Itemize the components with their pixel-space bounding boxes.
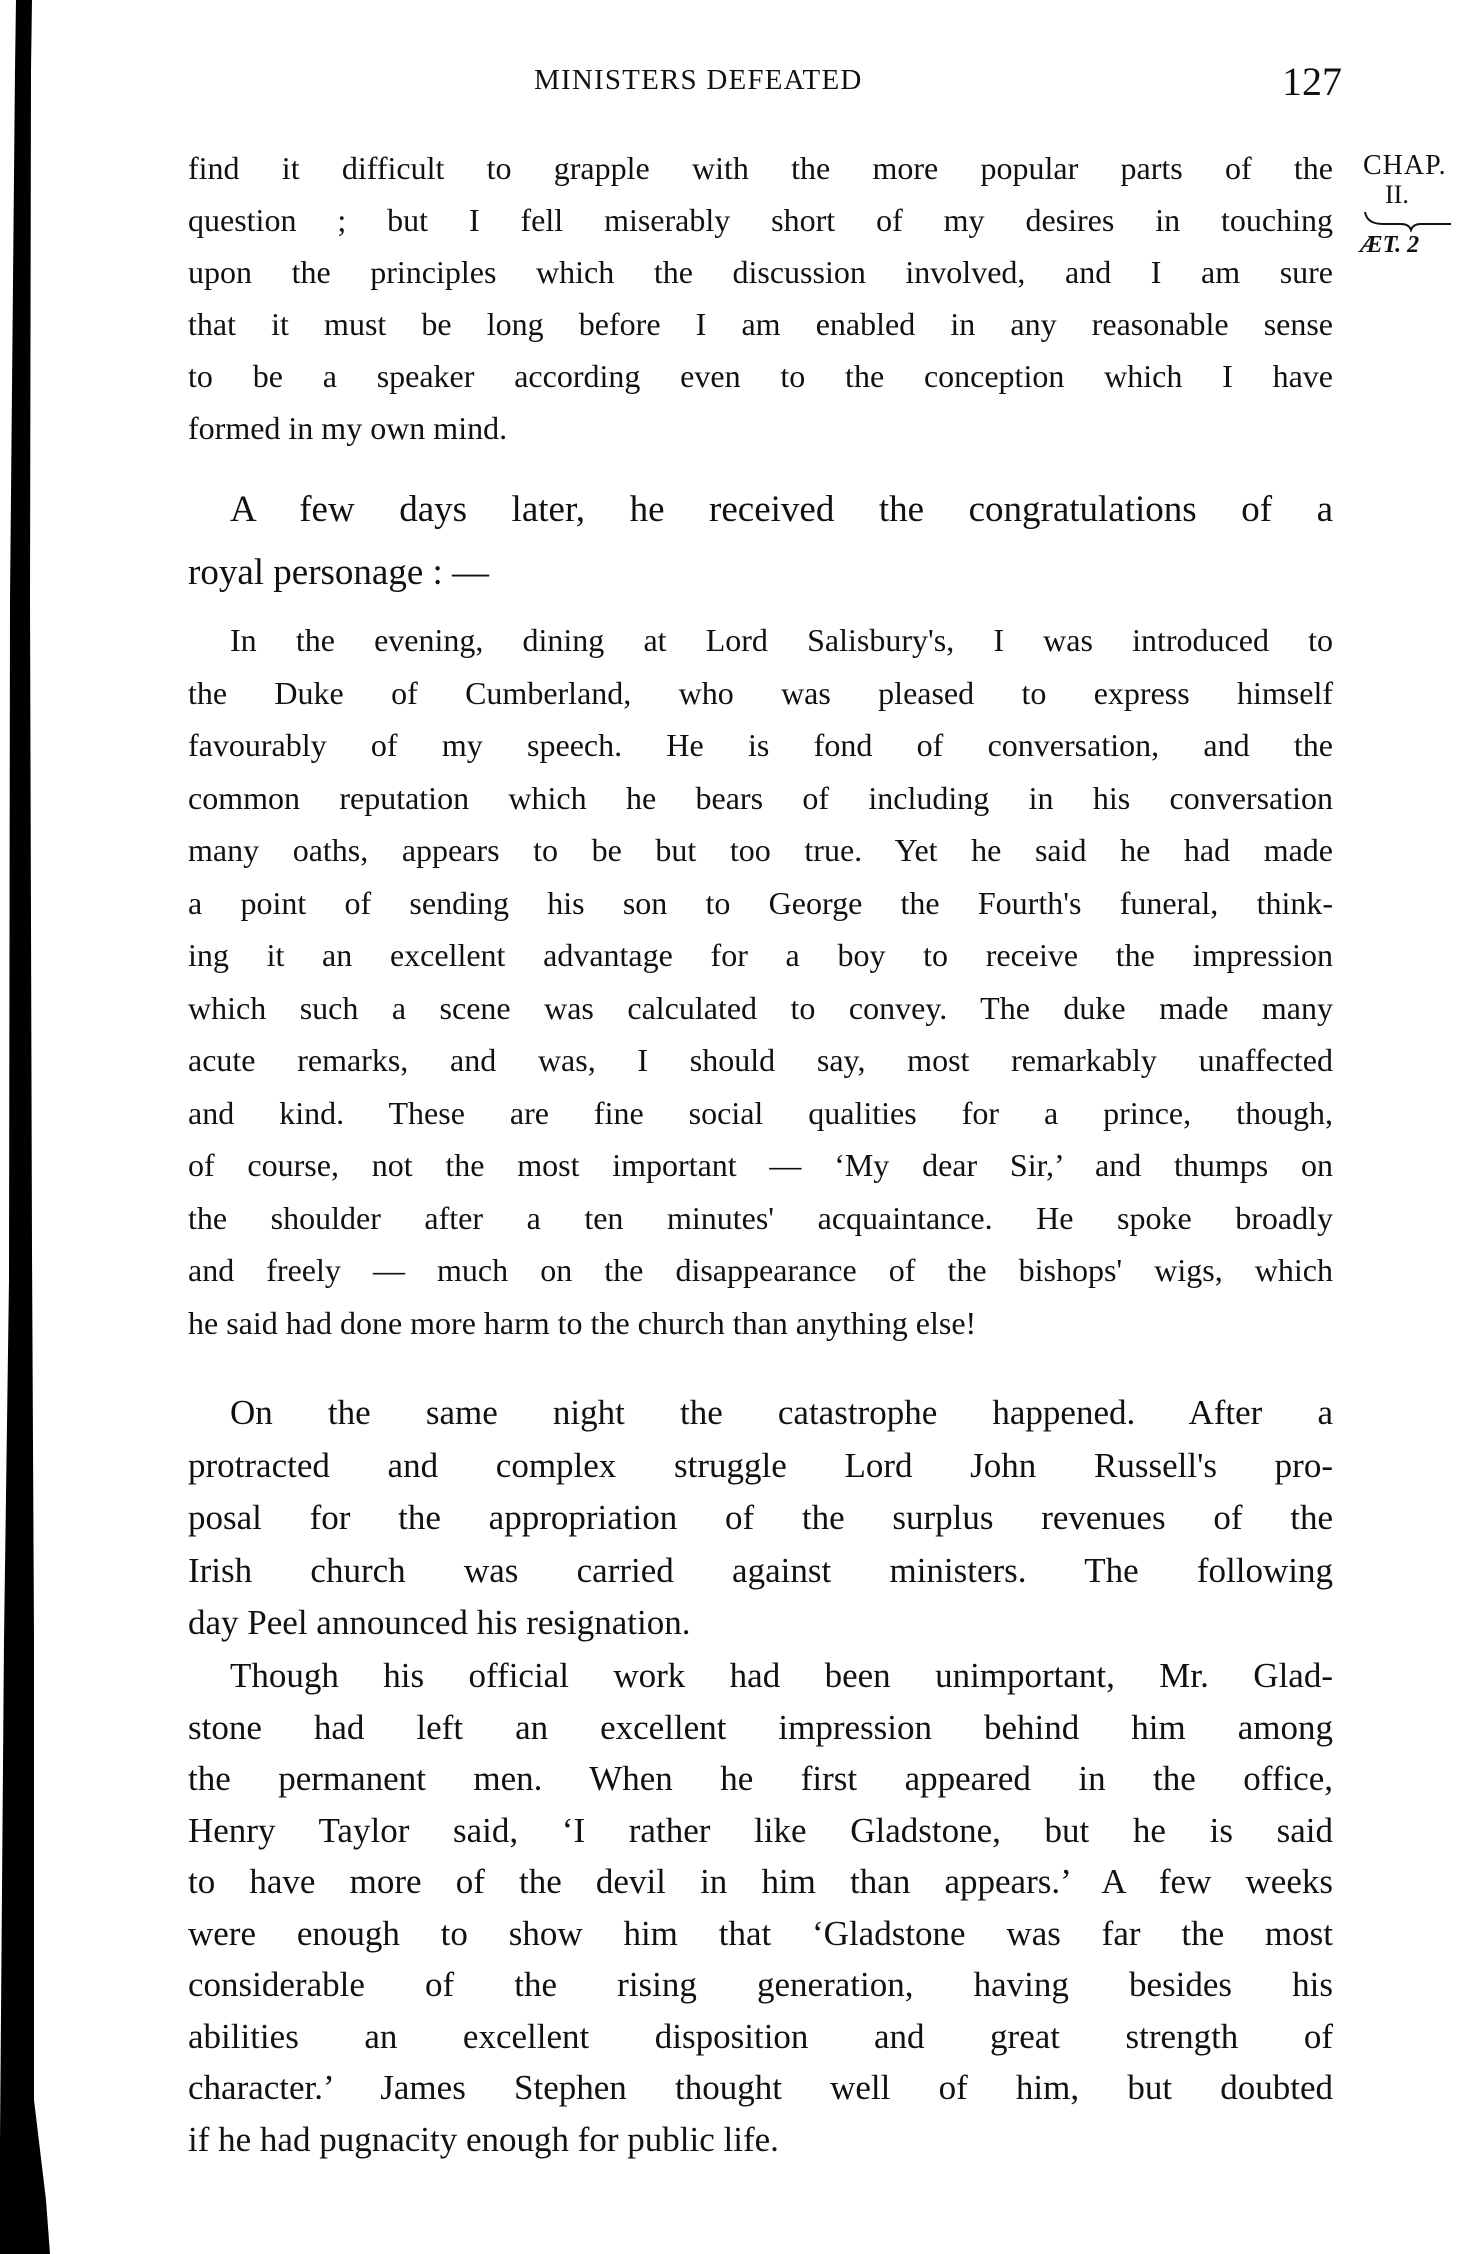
text-line: considerable of the rising generation, having besides his (188, 1965, 1333, 2004)
running-head: MINISTERS DEFEATED (534, 64, 863, 96)
text-line: were enough to show him that ‘Gladstone was far the most (188, 1913, 1333, 1953)
text-line: the Duke of Cumberland, who was pleased to express himself (188, 674, 1333, 711)
text-line: stone had left an excellent impression behind him among (188, 1707, 1333, 1747)
paragraph-gladstone-impression (188, 1650, 1333, 2165)
text-line: In the evening, dining at Lord Salisbury's, I was introduced to (230, 622, 1333, 658)
text-line: character.’ James Stephen thought well of him, but doubted (188, 2068, 1333, 2107)
text-line: he said had done more harm to the church than anything else! (188, 1304, 977, 1341)
text-line: if he had pugnacity enough for public life. (188, 2119, 779, 2159)
sidenote-age-label: ÆT. 2 (1360, 232, 1420, 258)
text-line: that it must be long before I am enabled in any reasonable sense (188, 306, 1333, 342)
text-line: posal for the appropriation of the surplus revenues of the (188, 1498, 1333, 1537)
text-line: the shoulder after a ten minutes' acquaintance. He spoke broadly (188, 1199, 1333, 1236)
text-line: day Peel announced his resignation. (188, 1603, 691, 1642)
text-line: Though his official work had been unimportant, Mr. Glad- (230, 1656, 1333, 1695)
paragraph-royal-intro (188, 478, 1333, 604)
text-line: acute remarks, and was, I should say, most remarkably unaffected (188, 1042, 1333, 1078)
text-line: to be a speaker according even to the conception which I have (188, 358, 1333, 394)
text-line: formed in my own mind. (188, 410, 508, 446)
text-line: On the same night the catastrophe happened. After a (230, 1393, 1333, 1432)
text-line: Irish church was carried against ministers. The following (188, 1550, 1333, 1590)
paragraph-catastrophe (188, 1387, 1333, 1650)
text-line: Henry Taylor said, ‘I rather like Gladstone, but he is said (188, 1810, 1333, 1850)
text-line: of course, not the most important — ‘My dear Sir,’ and thumps on (188, 1147, 1333, 1183)
sidenote-chapter-number: II. (1385, 180, 1409, 209)
text-line: question ; but I fell miserably short of my desires in touching (188, 202, 1333, 238)
text-line: a point of sending his son to George the Fourth's funeral, think- (188, 884, 1333, 921)
text-line: favourably of my speech. He is fond of conversation, and the (188, 727, 1333, 763)
text-line: which such a scene was calculated to convey. The duke made many (188, 989, 1333, 1026)
text-line: abilities an excellent disposition and great strength of (188, 2016, 1333, 2056)
text-line: many oaths, appears to be but too true. Yet he said he had made (188, 832, 1333, 868)
text-line: the permanent men. When he first appeared in the office, (188, 1759, 1333, 1798)
text-line: royal personage : — (188, 552, 490, 593)
sidenote-chapter-label: CHAP. (1363, 150, 1447, 181)
text-line: and freely — much on the disappearance of the bishops' wigs, which (188, 1252, 1333, 1288)
block-quote-cumberland (188, 614, 1333, 1349)
text-line: upon the principles which the discussion involved, and I am sure (188, 254, 1333, 290)
scan-binding-edge (0, 0, 60, 2254)
text-line: find it difficult to grapple with the more popular parts of the (188, 150, 1333, 186)
text-line: ing it an excellent advantage for a boy to receive the impression (188, 937, 1333, 973)
margin-sidenote (1355, 150, 1458, 259)
paragraph-quote-continuation (188, 142, 1333, 454)
text-line: A few days later, he received the congratulations of a (230, 489, 1333, 530)
text-line: common reputation which he bears of including in his conversation (188, 779, 1333, 816)
text-line: protracted and complex struggle Lord John Russell's pro- (188, 1445, 1333, 1485)
brace-icon (1363, 210, 1453, 232)
text-line: and kind. These are fine social qualities for a prince, though, (188, 1094, 1333, 1131)
text-line: to have more of the devil in him than appears.’ A few weeks (188, 1862, 1333, 1901)
page-number: 127 (1282, 59, 1342, 104)
